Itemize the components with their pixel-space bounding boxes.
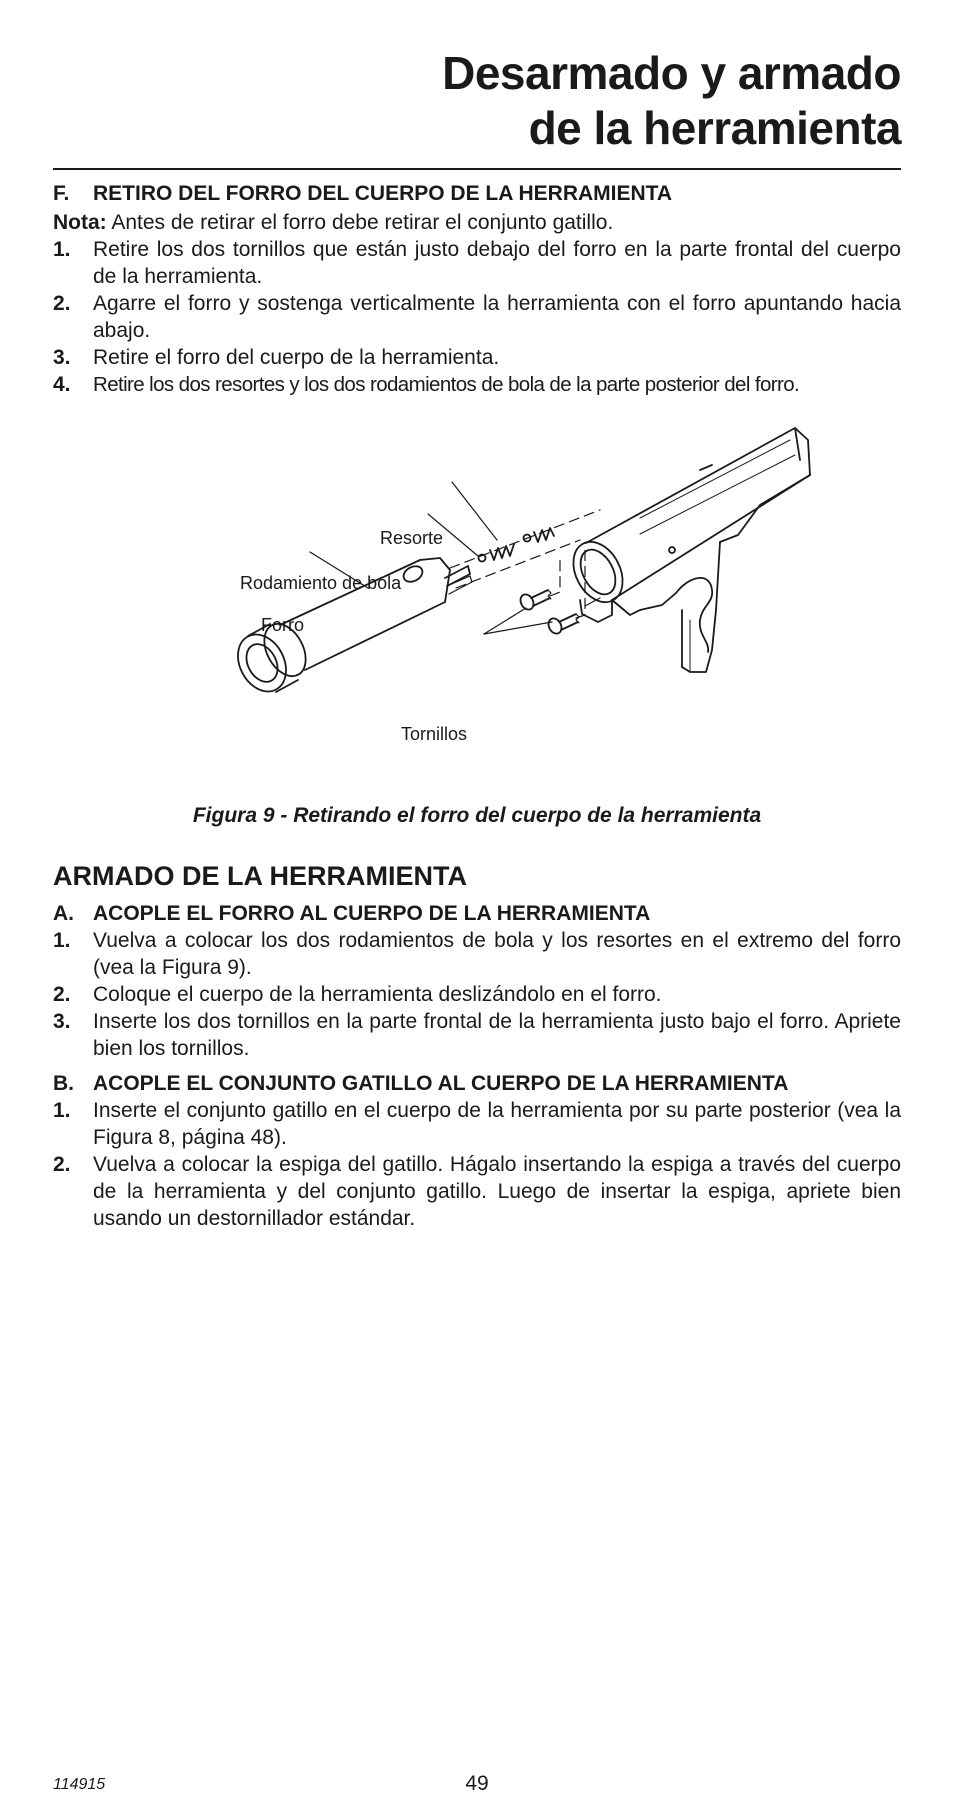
section-a-steps — [53, 927, 901, 1062]
step-text: Retire los dos tornillos que están justo debajo del forro en la parte frontal del cuerpo de la herramienta. — [93, 238, 901, 288]
section-heading-text: ACOPLE EL CONJUNTO GATILLO AL CUERPO DE LA HERRAMIENTA — [93, 1072, 789, 1095]
page-title-line-2: de la herramienta — [528, 102, 901, 154]
section-f-steps — [53, 236, 901, 398]
document-code: 114915 — [53, 1776, 106, 1793]
section-f-heading — [53, 180, 901, 207]
page-number: 49 — [465, 1772, 489, 1795]
step-text: Retire el forro del cuerpo de la herramienta. — [93, 346, 500, 369]
step-text: Vuelva a colocar los dos rodamientos de bola y los resortes en el extremo del forro (vea la Figura 9). — [93, 929, 901, 979]
tool-exploded-diagram — [0, 410, 954, 800]
list-item — [53, 1151, 901, 1232]
note-text: Antes de retirar el forro debe retirar el conjunto gatillo. — [106, 211, 614, 234]
step-number: 2. — [53, 292, 71, 315]
note-label: Nota: — [53, 211, 107, 234]
list-item — [53, 981, 901, 1008]
label-forro: Forro — [261, 615, 305, 635]
label-resorte: Resorte — [380, 528, 444, 548]
section-letter: A. — [53, 902, 74, 925]
page-title-line-1: Desarmado y armado — [442, 47, 901, 99]
section-b-steps — [53, 1097, 901, 1232]
step-text: Retire los dos resortes y los dos rodamientos de bola de la parte posterior del forro. — [93, 373, 800, 396]
section-letter: B. — [53, 1072, 74, 1095]
note — [53, 209, 901, 236]
section-heading-text: RETIRO DEL FORRO DEL CUERPO DE LA HERRAMIENTA — [93, 182, 673, 205]
figure-caption: Figura 9 - Retirando el forro del cuerpo de la herramienta — [192, 804, 762, 827]
section-f — [53, 180, 901, 398]
screws-drawing — [518, 590, 579, 636]
figure-9 — [0, 410, 954, 800]
list-item — [53, 1008, 901, 1062]
step-number: 2. — [53, 983, 71, 1006]
springs-and-balls-drawing — [479, 528, 555, 562]
step-number: 1. — [53, 238, 71, 261]
list-item — [53, 290, 901, 344]
page-title — [442, 46, 901, 156]
list-item — [53, 927, 901, 981]
section-a-heading — [53, 900, 901, 927]
step-text: Agarre el forro y sostenga verticalmente la herramienta con el forro apuntando hacia abajo. — [93, 292, 901, 342]
list-item — [53, 344, 901, 371]
assembly-lines — [450, 510, 600, 618]
section-b-heading — [53, 1070, 901, 1097]
step-number: 2. — [53, 1153, 71, 1176]
label-rodamiento-de-bola: Rodamiento de bola — [240, 573, 402, 593]
step-text: Inserte el conjunto gatillo en el cuerpo de la herramienta por su parte posterior (vea la Figura 8, página 48). — [93, 1099, 901, 1149]
title-divider — [53, 168, 901, 170]
label-tornillos: Tornillos — [401, 724, 468, 744]
step-number: 1. — [53, 1099, 71, 1122]
step-text: Vuelva a colocar la espiga del gatillo. Hágalo insertando la espiga a través del cuerpo de la herramienta y del conjunto gatillo. Luego de insertar la espiga, apriete bien usando un destornillador estándar. — [93, 1153, 901, 1230]
section-armado — [53, 860, 901, 1232]
step-number: 3. — [53, 1010, 71, 1033]
step-text: Inserte los dos tornillos en la parte frontal de la herramienta justo bajo el forro. Apriete bien los tornillos. — [93, 1010, 901, 1060]
list-item — [53, 371, 901, 398]
list-item — [53, 236, 901, 290]
tool-body-drawing — [564, 428, 810, 672]
step-text: Coloque el cuerpo de la herramienta deslizándolo en el forro. — [93, 983, 662, 1006]
section-heading-text: ACOPLE EL FORRO AL CUERPO DE LA HERRAMIENTA — [93, 902, 651, 925]
step-number: 4. — [53, 373, 71, 396]
armado-heading: ARMADO DE LA HERRAMIENTA — [53, 861, 467, 891]
step-number: 3. — [53, 346, 71, 369]
step-number: 1. — [53, 929, 71, 952]
section-letter: F. — [53, 182, 70, 205]
list-item — [53, 1097, 901, 1151]
